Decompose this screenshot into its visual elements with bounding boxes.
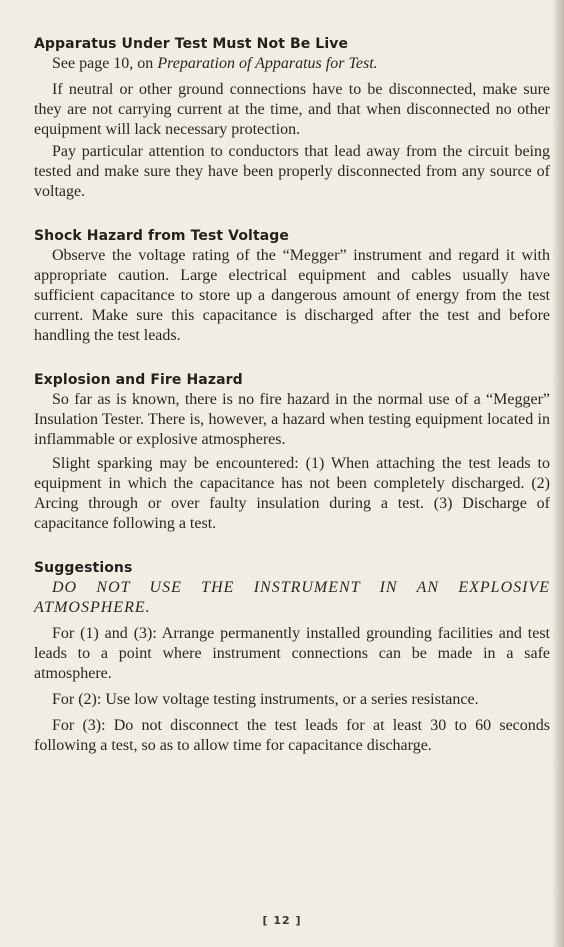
warning-statement: DO NOT USE THE INSTRUMENT IN AN EXPLOSIVE ATMOSPHERE. <box>34 579 550 616</box>
section-heading: Apparatus Under Test Must Not Be Live <box>34 36 349 52</box>
section-apparatus <box>34 36 550 202</box>
paragraph: Slight sparking may be encountered: (1) When attaching the test leads to equipment in which the capacitance has not been completely discharged. (2) Arcing through or over faulty insulation during a test. (3) Discharge of capacitance following a test. <box>34 455 550 532</box>
section-heading: Shock Hazard from Test Voltage <box>34 228 290 244</box>
section-explosion-fire <box>34 372 550 534</box>
paragraph: If neutral or other ground connections have to be disconnected, make sure they are not carrying current at the time, and that when disconnected no other equipment will lack necessary protection. <box>34 81 550 138</box>
paragraph: Pay particular attention to conductors that lead away from the circuit being tested and make sure they have been properly disconnected from any source of voltage. <box>34 143 550 200</box>
paragraph: For (2): Use low voltage testing instruments, or a series resistance. <box>52 691 479 708</box>
page-number: [ 12 ] <box>262 914 302 927</box>
section-heading: Explosion and Fire Hazard <box>34 372 243 388</box>
paragraph <box>34 54 550 74</box>
paragraph: For (1) and (3): Arrange permanently installed grounding facilities and test leads to a point where instrument connections can be made in a safe atmosphere. <box>34 625 550 682</box>
italic-reference: Preparation of Apparatus for Test. <box>157 55 378 72</box>
page-edge-shadow <box>552 0 564 947</box>
paragraph: Observe the voltage rating of the “Megger” instrument and regard it with appropriate caution. Large electrical equipment and cables usually have sufficient capacitance to store up a dangerous amount of energy from the test current. Make sure this capacitance is discharged after the test and before handling the test leads. <box>34 247 550 344</box>
document-page <box>34 36 550 775</box>
paragraph: So far as is known, there is no fire hazard in the normal use of a “Megger” Insulation Tester. There is, however, a hazard when testing equipment located in inflammable or explosive atmospheres. <box>34 391 550 448</box>
paragraph-text: See page 10, on <box>52 55 158 72</box>
section-shock-hazard <box>34 228 550 346</box>
section-heading: Suggestions <box>34 560 133 576</box>
section-suggestions <box>34 560 550 756</box>
paragraph: For (3): Do not disconnect the test leads for at least 30 to 60 seconds following a test, so as to allow time for capacitance discharge. <box>34 717 550 754</box>
